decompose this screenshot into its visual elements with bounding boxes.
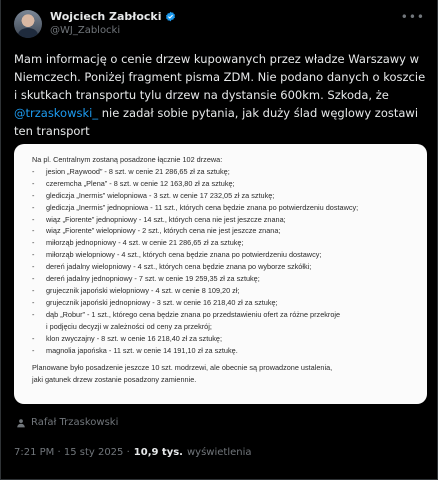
document-list-item: - glediczja „Inermis” jednopniowa - 11 szt., których cena będzie znana po potwierdzeniu dostawcy;	[32, 202, 359, 212]
document-list-item: - miłorząb jednopniowy - 4 szt. w cenie 21 286,65 zł za sztukę;	[32, 238, 244, 248]
document-note-line: Planowane było posadzenie jeszcze 10 szt. modrzewi, ale obecnie są prowadzone ustalenia,	[32, 363, 333, 373]
credit-name: Rafał Trzaskowski	[31, 417, 119, 428]
document-list-item: - grujecznik japoński jednopniowy - 3 szt. w cenie 16 218,40 zł za sztukę;	[32, 297, 278, 307]
post-text-part: Mam informację o cenie drzew kupowanych przez władze Warszawy w Niemczech. Poniżej fragment pisma ZDM. Nie podano danych o koszcie i skutkach transportu tylu drzew na dystansie 600km. Szkoda, że	[14, 52, 426, 102]
post-text	[14, 50, 426, 140]
document-list-item-continuation: i podjęciu decyzji w zależności od ceny za przekrój;	[46, 321, 212, 331]
document-list-item: - miłorząb wielopniowy - 4 szt., których cena będzie znana po potwierdzeniu dostawcy;	[32, 250, 322, 260]
views-count: 10,9 tys.	[133, 447, 183, 458]
more-options-icon[interactable]: •••	[400, 10, 425, 24]
views-label: wyświetlenia	[187, 447, 252, 458]
post-text-part: nie zadał sobie pytania, jak duży ślad węglowy zostawi ten transport	[14, 106, 419, 138]
document-list-item: - dereń jadalny wielopniowy - 4 szt., których cena będzie znana po wyborze szkółki;	[32, 262, 312, 272]
document-list-item: - magnolia japońska - 11 szt. w cenie 14 191,10 zł za sztukę.	[32, 345, 238, 355]
document-note-line: jaki gatunek drzew zostanie posadzony zamiennie.	[32, 375, 197, 385]
author-name-row	[50, 9, 176, 23]
document-note	[32, 362, 412, 386]
document-intro: Na pl. Centralnym zostaną posadzone łącznie 102 drzewa:	[32, 155, 223, 164]
attached-image[interactable]	[14, 144, 427, 404]
verified-badge-icon	[165, 11, 176, 22]
document-list-item: - czeremcha „Plena” - 8 szt. w cenie 12 163,80 zł za sztukę;	[32, 178, 235, 188]
timestamp[interactable]: 7:21 PM · 15 sty 2025 ·	[14, 447, 130, 458]
avatar[interactable]	[14, 10, 42, 38]
document-list-item: - klon zwyczajny - 8 szt. w cenie 16 218,40 zł za sztukę;	[32, 333, 223, 343]
document-list-item: - dąb „Robur” - 1 szt., którego cena będzie znana po przedstawieniu ofert za różne przekroje	[32, 309, 341, 319]
document-list-item: - wiąz „Fiorente” wielopniowy - 2 szt., których cena nie jest jeszcze znana;	[32, 226, 281, 236]
document-list-item: - jesion „Raywood” - 8 szt. w cenie 21 286,65 zł za sztukę;	[32, 166, 230, 176]
author-handle[interactable]: @WJ_Zablocki	[50, 25, 121, 36]
document-list-item: - grujecznik japoński wielopniowy - 4 szt. w cenie 8 109,20 zł;	[32, 285, 240, 295]
document-list-item: - glediczja „Inermis” wielopniowa - 3 szt. w cenie 17 232,05 zł za sztukę;	[32, 190, 275, 200]
image-credit[interactable]	[16, 417, 118, 428]
document-list-item: - wiąz „Fiorente” jednopniowy - 14 szt., których cena nie jest jeszcze znana;	[32, 214, 286, 224]
person-icon	[16, 418, 26, 428]
document-text	[32, 154, 412, 386]
author-name[interactable]: Wojciech Zabłocki	[50, 9, 162, 23]
document-list-item: - dereń jadalny jednopniowy - 7 szt. w cenie 19 259,35 zł za sztukę;	[32, 274, 260, 284]
mention-link[interactable]: @trzaskowski_	[14, 106, 99, 120]
post-meta	[14, 447, 252, 458]
